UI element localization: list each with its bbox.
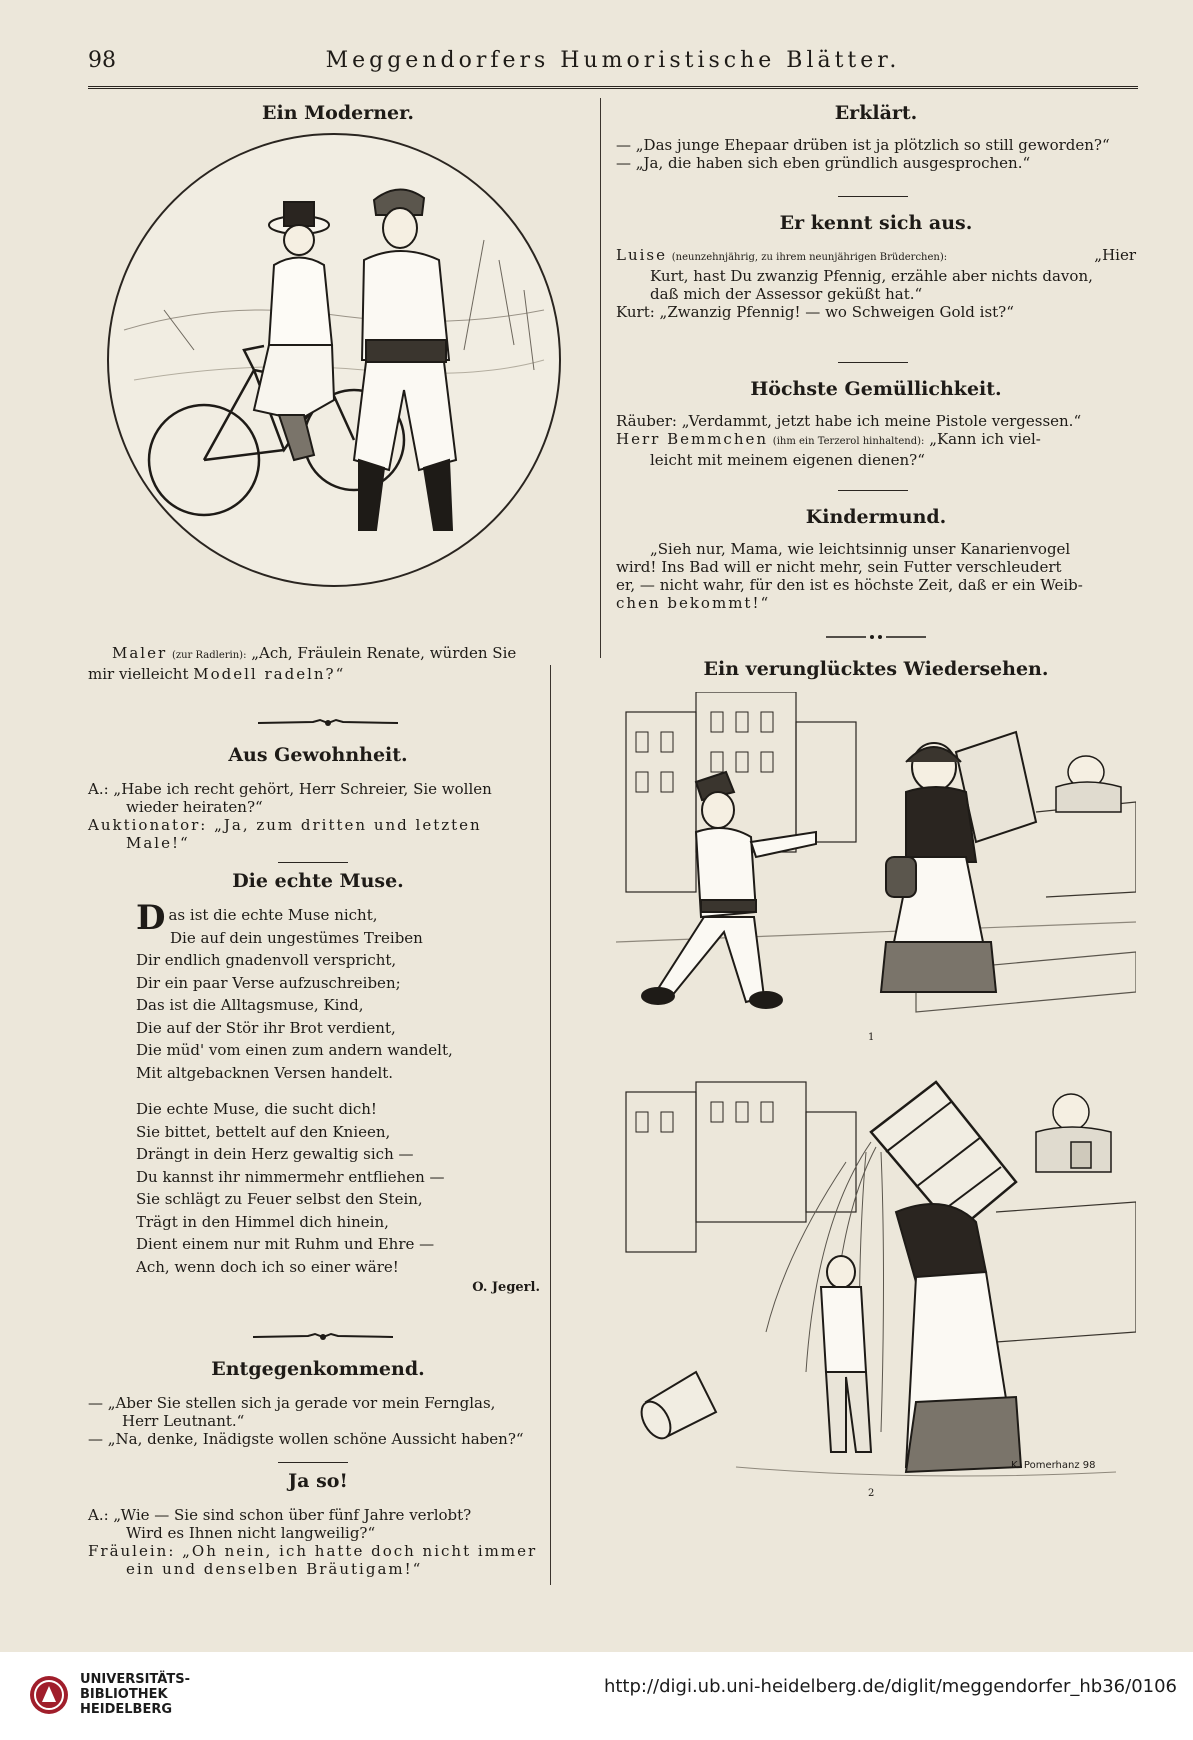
poem-s1-line-1: as ist die echte Muse nicht, [168,906,378,924]
article-jaso [88,1470,548,1578]
poem-s2-line-8: Ach, wenn doch ich so einer wäre! [136,1257,399,1276]
section-rule [838,490,908,491]
gewohnheit-line-2: wieder heiraten?“ [126,798,263,816]
section-rule [838,196,908,197]
poem-s2-line-4: Du kannst ihr nimmermehr entfliehen — [136,1167,445,1186]
entgegen-line-3: — „Na, denke, Inädigste wollen schöne Aussicht haben?“ [88,1430,524,1448]
poem-s1-line-2: Die auf dein ungestümes Treiben [170,928,423,947]
gewohnheit-line-3: Auktionator: „Ja, zum dritten und letzten [88,816,482,834]
poem-author: O. Jegerl. [472,1280,540,1295]
gemuet-stage-2: (ihm ein Terzerol hinhaltend): [772,436,925,447]
entgegen-line-2: Herr Leutnant.“ [122,1412,245,1430]
kindermund-line-4: chen bekommt!“ [616,594,771,612]
comic-panel-2 [616,1072,1136,1512]
article-erklaert [616,102,1136,172]
article-title-kindermund: Kindermund. [805,506,947,528]
article-title-kennt: Er kennt sich aus. [779,212,973,234]
erklaert-line-1: — „Das junge Ehepaar drüben ist ja plötzlich so still geworden?“ [616,136,1110,154]
article-title-entgegen: Entgegenkommend. [211,1358,425,1380]
article-title-erklaert: Erklärt. [834,102,918,124]
panel-1-number: 1 [868,1032,875,1043]
moderner-caption [88,644,588,683]
poem-s2-line-5: Sie schlägt zu Feuer selbst den Stein, [136,1190,423,1208]
ornament-divider [258,718,398,728]
poem-s2-line-7: Dient einem nur mit Ruhm und Ehre — [136,1235,435,1253]
library-name [80,1672,190,1717]
poem-s1-line-4: Dir ein paar Verse aufzuschreiben; [136,973,401,992]
kennt-stage-1: (neunzehnjährig, zu ihrem neunjährigen Brüderchen): [671,252,948,263]
article-title-jaso: Ja so! [288,1470,348,1492]
kennt-line-3: daß mich der Assessor geküßt hat.“ [650,285,923,303]
jaso-line-1: A.: „Wie — Sie sind schon über fünf Jahre verlobt? [88,1506,472,1524]
article-gewohnheit [88,744,548,852]
poem-s2-line-2: Sie bittet, bettelt auf den Knieen, [136,1122,391,1141]
poem-stanza-1 [88,898,548,1084]
poem-s1-line-8: Mit altgebacknen Versen handelt. [136,1063,394,1082]
gemuet-line-3: leicht mit meinem eigenen dienen?“ [650,451,925,469]
kennt-line-4: Kurt: „Zwanzig Pfennig! — wo Schweigen Gold ist?“ [616,303,1014,321]
caption-line-2a: mir vielleicht [88,665,189,683]
panel-2-number: 2 [868,1488,875,1499]
column-divider-bottom [550,665,551,1585]
library-name-line-1: UNIVERSITÄTS- [80,1672,190,1687]
jaso-line-3: Fräulein: „Oh nein, ich hatte doch nicht immer [88,1542,538,1560]
kennt-line-1: „Hier [1094,246,1136,264]
gemuet-line-2: „Kann ich viel- [929,430,1041,448]
jaso-line-4: ein und denselben Bräutigam!“ [126,1560,423,1578]
section-rule [278,1462,348,1463]
library-name-line-2: BIBLIOTHEK [80,1687,168,1702]
poem-s2-line-3: Drängt in dein Herz gewaltig sich — [136,1145,414,1163]
article-muse [88,870,548,1295]
header-rule [88,86,1138,89]
article-entgegen [88,1358,548,1448]
section-rule [278,862,348,863]
gewohnheit-line-4: Male!“ [126,834,190,852]
article-title-muse: Die echte Muse. [232,870,404,892]
article-title-moderner: Ein Moderner. [262,102,414,124]
kennt-speaker-1: Luise [616,246,667,264]
caption-stage-direction: (zur Radlerin): [171,650,247,661]
article-kennt [616,212,1136,321]
kindermund-line-2: wird! Ins Bad will er nicht mehr, sein Futter verschleudert [616,558,1062,576]
article-title-gewohnheit: Aus Gewohnheit. [228,744,408,766]
poem-s2-line-6: Trägt in den Himmel dich hinein, [136,1212,389,1231]
poem-s1-line-3: Dir endlich gnadenvoll verspricht, [136,951,397,969]
ornament-divider [826,632,926,642]
page-header [88,38,1138,78]
jaso-line-2: Wird es Ihnen nicht langweilig?“ [126,1524,376,1542]
article-title-gemuet: Höchste Gemüllichkeit. [750,378,1002,400]
poem-s1-line-6: Die auf der Stör ihr Brot verdient, [136,1018,396,1037]
caption-speaker: Maler [112,644,168,662]
gemuet-speaker-2: Herr Bemmchen [616,430,769,448]
gewohnheit-line-1: A.: „Habe ich recht gehört, Herr Schreier, Sie wollen [88,780,492,798]
poem-s1-line-5: Das ist die Alltagsmuse, Kind, [136,996,364,1014]
kennt-line-2: Kurt, hast Du zwanzig Pfennig, erzähle aber nichts davon, [650,267,1093,285]
poem-s1-line-7: Die müd' vom einen zum andern wandelt, [136,1041,453,1059]
caption-line-2b: Modell radeln?“ [193,665,346,683]
university-seal-icon [28,1674,70,1716]
page-number: 98 [88,48,116,73]
poem-dropcap: D [136,898,166,938]
poem-stanza-2 [88,1098,548,1278]
cyclist-illustration [104,130,564,590]
kindermund-line-3: er, — nicht wahr, für den ist es höchste Zeit, daß er ein Weib- [616,576,1083,594]
section-rule [838,362,908,363]
column-divider-top [600,98,601,658]
library-footer [0,1652,1193,1740]
comic-panel-1 [616,692,1136,1052]
artist-signature: K. Pomerhanz 98 [1011,1460,1096,1471]
article-gemuet [616,378,1136,469]
entgegen-line-1: — „Aber Sie stellen sich ja gerade vor mein Fernglas, [88,1394,496,1412]
ornament-divider [253,1332,393,1342]
article-kindermund [616,506,1136,612]
article-title-wiedersehen: Ein verunglücktes Wiedersehen. [703,658,1049,680]
running-title: Meggendorfers Humoristische Blätter. [325,48,901,73]
caption-line-1: „Ach, Fräulein Renate, würden Sie [251,644,517,662]
erklaert-line-2: — „Ja, die haben sich eben gründlich ausgesprochen.“ [616,154,1031,172]
gemuet-line-1: Räuber: „Verdammt, jetzt habe ich meine Pistole vergessen.“ [616,412,1082,430]
magazine-page [88,28,1138,1648]
source-url-link[interactable]: http://digi.ub.uni-heidelberg.de/diglit/meggendorfer_hb36/0106 [603,1676,1177,1697]
poem-s2-line-1: Die echte Muse, die sucht dich! [136,1100,377,1118]
library-name-line-3: HEIDELBERG [80,1702,173,1717]
kindermund-line-1: „Sieh nur, Mama, wie leichtsinnig unser Kanarienvogel [650,540,1071,558]
